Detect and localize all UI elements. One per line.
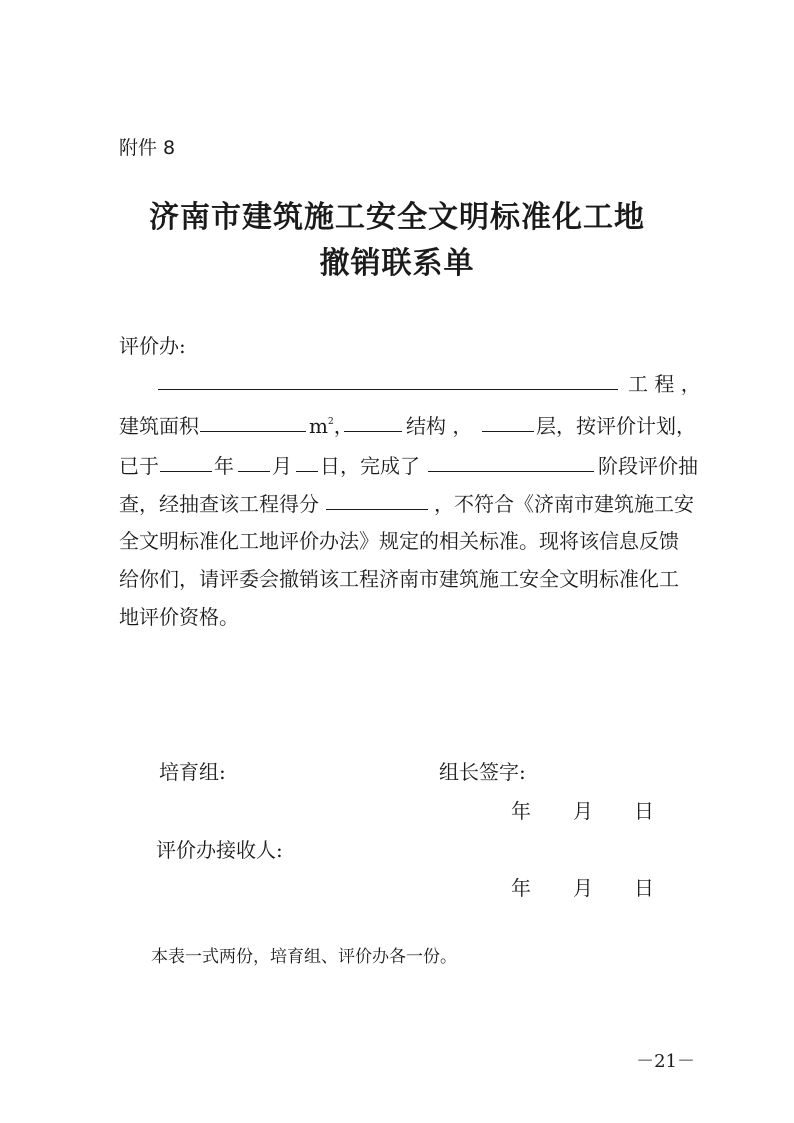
date1-year: 年: [511, 799, 531, 823]
attachment-label: 附件 8: [119, 137, 176, 159]
date2-month: 月: [573, 876, 593, 900]
month-blank: [238, 471, 270, 472]
document-title-line-1: 济南市建筑施工安全文明标准化工地: [149, 200, 645, 235]
line3-end: 阶段评价抽: [598, 454, 698, 478]
stage-blank: [428, 471, 594, 472]
date2-year: 年: [511, 876, 531, 900]
page-number: －21－: [636, 1051, 695, 1072]
body-line-5: 全文明标准化工地评价办法》规定的相关标准。现将该信息反馈: [119, 529, 679, 553]
area-blank: [200, 431, 306, 432]
body-line-6: 给你们，请评委会撤销该工程济南市建筑施工安全文明标准化工: [119, 567, 679, 591]
addressee: 评价办:: [119, 334, 186, 358]
day-blank: [296, 471, 318, 472]
year-label: 年: [214, 454, 234, 478]
area-unit: $m^2$，: [309, 414, 354, 438]
floors-blank: [482, 431, 534, 432]
month-label: 月: [272, 454, 292, 478]
floors-label: 层，按评价计划，: [536, 414, 696, 438]
day-label: 日，完成了: [320, 454, 420, 478]
date1-day: 日: [634, 799, 654, 823]
footnote: 本表一式两份，培育组、评价办各一份。: [151, 947, 457, 967]
body-line-7: 地评价资格。: [119, 605, 239, 629]
project-name-blank: [158, 389, 618, 390]
document-title-line-2: 撤销联系单: [319, 246, 475, 281]
year-blank: [160, 471, 212, 472]
line3-start: 已于: [119, 454, 159, 478]
receiver-label: 评价办接收人:: [156, 838, 283, 862]
structure-label: 结构 ，: [406, 414, 473, 438]
cultivation-group-label: 培育组:: [159, 760, 226, 784]
date1-month: 月: [573, 799, 593, 823]
score-blank: [326, 509, 428, 510]
structure-blank: [344, 431, 402, 432]
date2-day: 日: [634, 876, 654, 900]
line4-start: 查，经抽查该工程得分: [119, 492, 319, 516]
area-label: 建筑面积: [119, 414, 199, 438]
line4-end: ，不符合《济南市建筑施工安: [434, 492, 694, 516]
line1-tail: 工 程 ，: [628, 372, 701, 396]
group-leader-signature-label: 组长签字:: [439, 760, 526, 784]
